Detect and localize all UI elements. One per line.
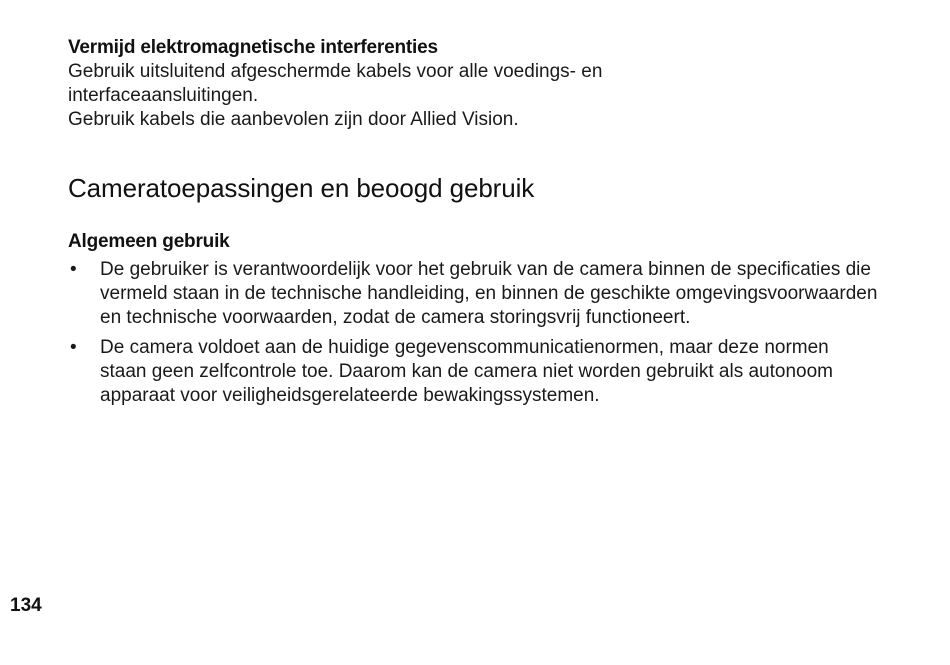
list-item-text: De gebruiker is verantwoordelijk voor het gebruik van de camera binnen de specificaties die vermeld staan in de technische handleiding, en binnen de geschikte omgevingsvoorwaarden en technische voorwaarden, zodat de camera storingsvrij functioneert. bbox=[100, 259, 878, 328]
emi-text-line-3: Gebruik kabels die aanbevolen zijn door Allied Vision. bbox=[68, 109, 519, 130]
emi-text-line-1: Gebruik uitsluitend afgeschermde kabels voor alle voedings- en bbox=[68, 61, 603, 82]
bullet-icon: • bbox=[70, 337, 77, 358]
general-use-heading: Algemeen gebruik bbox=[68, 231, 230, 252]
emi-heading: Vermijd elektromagnetische interferenties bbox=[68, 37, 438, 58]
emi-text-line-2: interfaceaansluitingen. bbox=[68, 85, 259, 106]
general-use-list bbox=[68, 258, 888, 408]
list-item-text: De camera voldoet aan de huidige gegevenscommunicatienormen, maar deze normen staan geen zelfcontrole toe. Daarom kan de camera niet worden gebruikt als autonoom apparaat voor veiligheidsgerelateerde bewakingssystemen. bbox=[100, 337, 833, 406]
section-title: Cameratoepassingen en beoogd gebruik bbox=[68, 173, 535, 203]
list-item bbox=[68, 336, 880, 408]
document-page bbox=[68, 36, 888, 414]
list-item bbox=[68, 258, 880, 330]
bullet-icon: • bbox=[70, 259, 77, 280]
page-number: 134 bbox=[10, 595, 42, 616]
